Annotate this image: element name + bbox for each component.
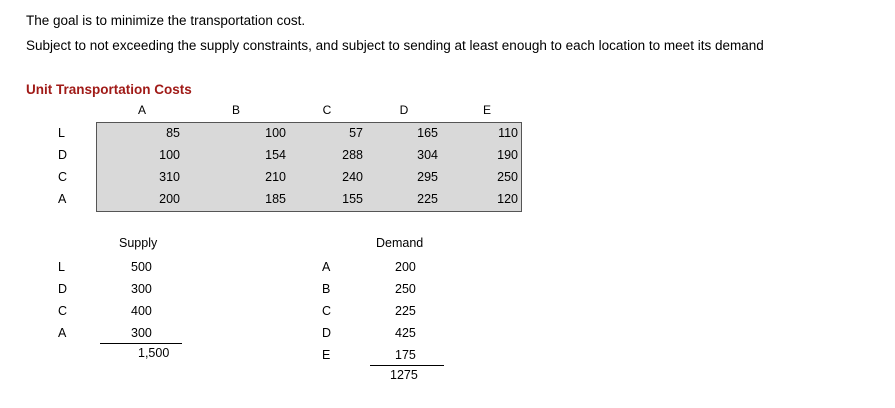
cost-row-label: D: [58, 148, 68, 162]
cost-table-title: Unit Transportation Costs: [26, 82, 192, 97]
cost-cell: 100: [159, 148, 180, 162]
supply-row-label: C: [58, 304, 68, 318]
cost-cell: 240: [342, 170, 363, 184]
supply-total: 1,500: [138, 346, 170, 360]
cost-cell: 155: [342, 192, 363, 206]
cost-cell: 190: [497, 148, 518, 162]
cost-col-header-a: A: [137, 103, 146, 117]
supply-header: Supply: [119, 236, 158, 250]
cost-row-label: C: [58, 170, 68, 184]
cost-cell: 110: [498, 126, 518, 140]
demand-total: 1275: [390, 368, 418, 382]
cost-col-header-c: C: [322, 103, 332, 117]
intro-line-1: The goal is to minimize the transportation cost.: [26, 13, 306, 28]
cost-col-header-e: E: [482, 103, 491, 117]
cost-cell: 200: [159, 192, 180, 206]
cost-cell: 295: [417, 170, 438, 184]
supply-row-label: L: [58, 260, 65, 274]
cost-cell: 225: [417, 192, 438, 206]
cost-row-label: A: [58, 192, 67, 206]
supply-value: 400: [131, 304, 152, 318]
supply-total-divider: [100, 343, 182, 344]
demand-value: 200: [395, 260, 416, 274]
supply-row-label: D: [58, 282, 68, 296]
demand-value: 250: [395, 282, 416, 296]
demand-value: 425: [395, 326, 416, 340]
cost-cell: 210: [265, 170, 286, 184]
cost-cell: 310: [159, 170, 180, 184]
cost-col-header-b: B: [231, 103, 240, 117]
intro-line-2: Subject to not exceeding the supply constraints, and subject to sending at least enough to each location to meet its demand: [26, 38, 764, 53]
supply-value: 300: [131, 326, 152, 340]
cost-cell: 100: [265, 126, 286, 140]
demand-row-label: C: [322, 304, 332, 318]
cost-col-header-d: D: [399, 103, 409, 117]
cost-cell: 288: [342, 148, 363, 162]
demand-row-label: A: [322, 260, 331, 274]
demand-value: 175: [395, 348, 416, 362]
cost-row-label: L: [58, 126, 65, 140]
supply-value: 500: [131, 260, 152, 274]
cost-cell: 120: [497, 192, 518, 206]
cost-cell: 85: [166, 126, 180, 140]
demand-row-label: D: [322, 326, 332, 340]
demand-header: Demand: [376, 236, 424, 250]
cost-cell: 57: [349, 126, 363, 140]
supply-value: 300: [131, 282, 152, 296]
cost-cell: 304: [417, 148, 438, 162]
demand-value: 225: [395, 304, 416, 318]
cost-cell: 165: [417, 126, 438, 140]
supply-row-label: A: [58, 326, 67, 340]
demand-row-label: E: [322, 348, 331, 362]
cost-cell: 154: [265, 148, 286, 162]
demand-row-label: B: [322, 282, 331, 296]
cost-cell: 250: [497, 170, 518, 184]
demand-total-divider: [370, 365, 444, 366]
cost-cell: 185: [265, 192, 286, 206]
